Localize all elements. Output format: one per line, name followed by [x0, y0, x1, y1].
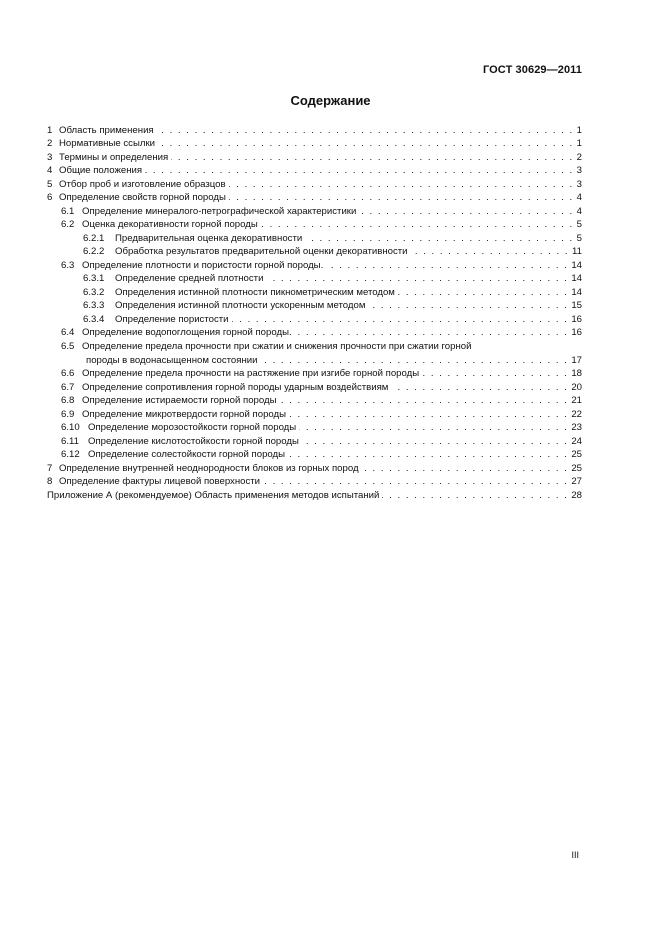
toc-entry[interactable] [47, 218, 582, 232]
toc-entry-title: Определение средней плотности [115, 273, 264, 284]
dot-leader [288, 448, 568, 461]
dot-leader [229, 191, 574, 204]
toc-entry-page: 20 [571, 381, 582, 393]
toc-entry-title-continued: породы в водонасыщенном состоянии [86, 354, 258, 366]
toc-entry[interactable] [47, 231, 582, 245]
toc-entry-page: 16 [571, 327, 582, 338]
toc-entry[interactable] [47, 434, 582, 448]
toc-entry-title: Определение предела прочности на растяжение при изгибе горной породы [82, 368, 420, 379]
toc-entry-page: 24 [571, 435, 582, 447]
toc-entry-title: Предварительная оценка декоративности [115, 232, 303, 244]
toc-entry-number: 6.2.1 [83, 232, 105, 244]
dot-leader [299, 421, 568, 434]
toc-entry[interactable] [47, 245, 582, 259]
dot-leader [302, 435, 568, 448]
toc-entry-title: Отбор проб и изготовление образцов [59, 178, 226, 190]
toc-entry-number: 6.11 [61, 435, 79, 447]
dot-leader [305, 232, 573, 245]
toc-entry-page: 25 [571, 449, 582, 460]
toc-entry-title: Определение водопоглощения горной породы. [82, 327, 292, 338]
dot-leader [229, 178, 574, 191]
toc-entry-number: 6.5 [61, 341, 75, 352]
toc-entry-title: Определение пористости [115, 313, 229, 325]
toc-entry[interactable] [47, 312, 582, 326]
toc-entry-page: 4 [576, 192, 582, 203]
dot-leader [263, 475, 568, 488]
toc-entry-continuation[interactable] [47, 353, 582, 367]
dot-leader [232, 313, 569, 326]
toc-entry[interactable] [47, 339, 582, 353]
toc-entry-number: 6.3.2 [83, 286, 105, 298]
toc-entry[interactable] [47, 448, 582, 462]
dot-leader [289, 408, 568, 421]
dot-leader [145, 164, 574, 177]
toc-entry-title: Определение сопротивления горной породы ударным воздействиям [82, 381, 389, 393]
toc-entry-number: 1 [47, 124, 53, 136]
toc-entry-title: Определения истинной плотности пикнометрическим методом [115, 286, 395, 298]
toc-entry-page: 16 [571, 313, 582, 325]
toc-entry-page: 4 [576, 205, 582, 217]
toc-entry-page: 14 [571, 259, 582, 271]
toc-entry-number: 6 [47, 192, 53, 203]
toc-entry-number: 6.8 [61, 395, 75, 406]
document-code: ГОСТ 30629—2011 [482, 64, 582, 76]
toc-entry-title: Оценка декоративности горной породы [82, 219, 258, 230]
dot-leader [260, 354, 568, 367]
toc-entry-title: Определение истираемости горной породы [82, 395, 277, 406]
toc-entry[interactable] [47, 204, 582, 218]
toc-entry-page: 23 [571, 422, 582, 433]
toc-entry-page: 5 [576, 219, 582, 230]
dot-leader [157, 124, 574, 137]
toc-entry-number: 8 [47, 476, 53, 487]
dot-leader [266, 272, 568, 285]
dot-leader [382, 489, 568, 502]
toc-entry-number: 6.6 [61, 368, 75, 379]
toc-entry-appendix[interactable] [47, 488, 582, 502]
toc-entry-page: 3 [576, 165, 582, 176]
toc-entry-title: Нормативные ссылки [59, 138, 156, 149]
toc-entry-page: 15 [571, 300, 582, 311]
toc-entry-number: 7 [47, 462, 53, 474]
toc-entry-number: 6.7 [61, 381, 75, 393]
toc-entry[interactable] [47, 407, 582, 421]
dot-leader [295, 326, 569, 339]
dot-leader [368, 299, 568, 312]
dot-leader [359, 205, 573, 218]
toc-entry-number: 6.2 [61, 219, 75, 230]
toc-entry-number: 6.3.3 [83, 300, 105, 311]
toc-entry[interactable] [47, 150, 582, 164]
dot-leader [362, 462, 569, 475]
toc-entry-page: 17 [571, 354, 582, 366]
toc-entry-number: 4 [47, 165, 53, 176]
toc-entry-title: Область применения [59, 124, 154, 136]
toc-entry[interactable] [47, 394, 582, 408]
toc-entry-page: 25 [571, 462, 582, 474]
toc-entry[interactable] [47, 367, 582, 381]
toc-entry-page: 3 [576, 178, 582, 190]
toc-entry[interactable] [47, 461, 582, 475]
toc-entry-number: 6.10 [61, 422, 80, 433]
toc-entry-title: Определение кислотостойкости горной породы [88, 435, 299, 447]
toc-entry[interactable] [47, 191, 582, 205]
toc-entry-page: 11 [572, 246, 582, 257]
toc-entry-title: Приложение А (рекомендуемое) Область применения методов испытаний [47, 489, 380, 501]
toc-entry-number: 6.2.2 [83, 246, 105, 257]
toc-entry[interactable] [47, 177, 582, 191]
toc-entry-number: 6.12 [61, 449, 80, 460]
toc-entry-number: 6.3.1 [83, 273, 105, 284]
toc-entry-title: Определение плотности и пористости горной породы. [82, 259, 324, 271]
toc-entry-page: 1 [576, 138, 582, 149]
toc-title: Содержание [290, 93, 371, 108]
toc-entry-page: 2 [576, 151, 582, 163]
dot-leader [391, 381, 568, 394]
toc-entry-title: Определение внутренней неоднородности блоков из горных пород [59, 462, 359, 474]
toc-entry-title: Определение морозостойкости горной породы [88, 422, 297, 433]
toc-entry-number: 6.1 [61, 205, 75, 217]
toc-entry[interactable] [47, 380, 582, 394]
toc-entry-number: 6.3 [61, 259, 75, 271]
dot-leader [280, 394, 569, 407]
dot-leader [326, 259, 568, 272]
toc-entry[interactable] [47, 258, 582, 272]
page-number: III [571, 850, 579, 860]
toc-entry-title: Определения истинной плотности ускоренным методом [115, 300, 366, 311]
toc-entry-page: 27 [571, 476, 582, 487]
toc-entry-page: 28 [571, 489, 582, 501]
toc-entry[interactable] [47, 123, 582, 137]
toc-entry-title: Определение предела прочности при сжатии и снижения прочности при сжатии горной [82, 341, 472, 352]
toc-entry-title: Определение фактуры лицевой поверхности [59, 476, 261, 487]
toc-entry-page: 14 [571, 286, 582, 298]
toc-entry-title: Термины и определения [59, 151, 169, 163]
toc-entry[interactable] [47, 475, 582, 489]
toc-entry-page: 21 [571, 395, 582, 406]
toc-entry-title: Определение солестойкости горной породы [88, 449, 286, 460]
toc-entry[interactable] [47, 272, 582, 286]
dot-leader [422, 367, 568, 380]
dot-leader [158, 137, 574, 150]
toc-entry[interactable] [47, 326, 582, 340]
dot-leader [261, 218, 574, 231]
toc-entry-title: Определение микротвердости горной породы [82, 408, 287, 420]
toc-entry[interactable] [47, 285, 582, 299]
toc-entry-number: 6.3.4 [83, 313, 105, 325]
toc-entry-title: Обработка результатов предварительной оценки декоративности [115, 246, 408, 257]
toc-entry-page: 18 [571, 368, 582, 379]
table-of-contents [47, 123, 582, 502]
toc-entry[interactable] [47, 421, 582, 435]
toc-entry-title: Определение минералого-петрографической характеристики [82, 205, 357, 217]
toc-entry-page: 14 [571, 273, 582, 284]
toc-entry-number: 3 [47, 151, 53, 163]
toc-entry-number: 6.9 [61, 408, 75, 420]
toc-entry[interactable] [47, 299, 582, 313]
toc-entry[interactable] [47, 137, 582, 151]
toc-entry-page: 22 [571, 408, 582, 420]
toc-entry-page: 1 [576, 124, 582, 136]
toc-entry-number: 2 [47, 138, 53, 149]
toc-entry-title: Общие положения [59, 165, 143, 176]
toc-entry[interactable] [47, 164, 582, 178]
dot-leader [171, 151, 573, 164]
dot-leader [398, 286, 568, 299]
toc-entry-number: 6.4 [61, 327, 75, 338]
toc-entry-number: 5 [47, 178, 53, 190]
toc-entry-page: 5 [576, 232, 582, 244]
dot-leader [411, 245, 570, 258]
toc-entry-title: Определение свойств горной породы [59, 192, 226, 203]
